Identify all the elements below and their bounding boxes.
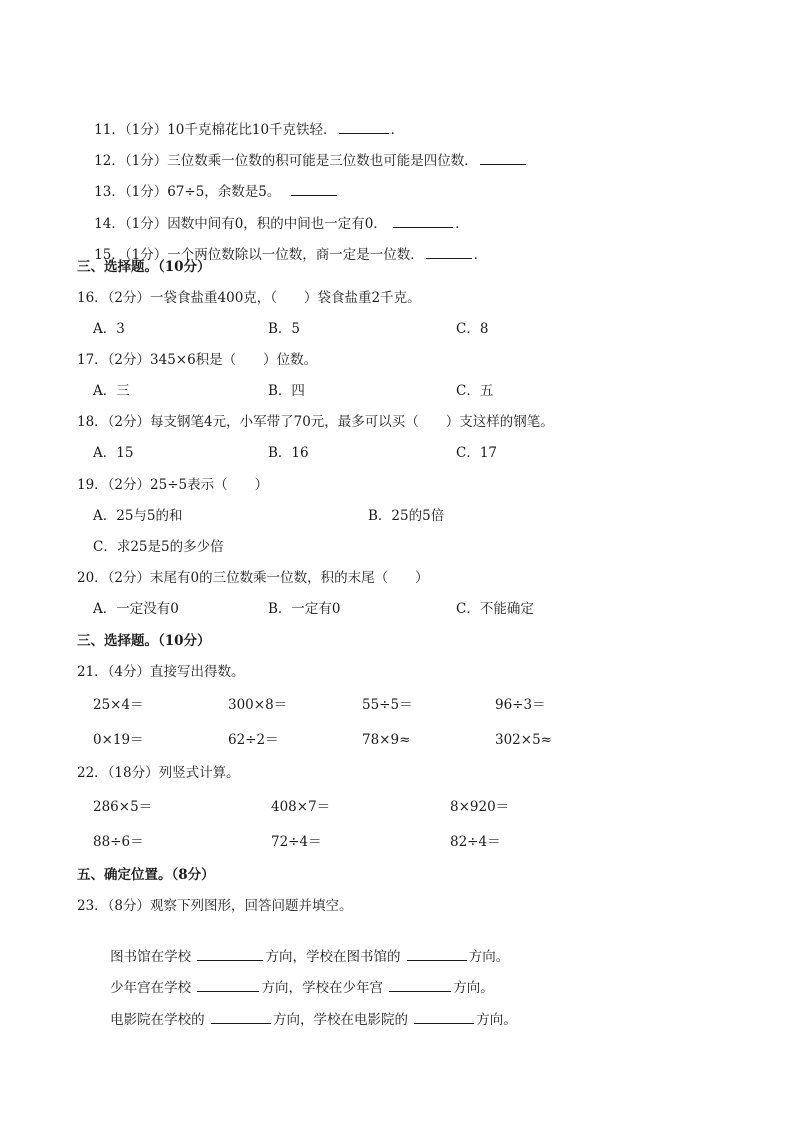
option-b[interactable]: B．一定有0 — [268, 601, 341, 617]
option-b[interactable]: B．5 — [268, 321, 301, 337]
option-b[interactable]: B．四 — [268, 383, 305, 399]
question-points: （1分） — [124, 216, 168, 232]
question-number: 11． — [94, 122, 125, 138]
option-b[interactable]: B．16 — [268, 445, 309, 461]
option-c[interactable]: C．17 — [456, 445, 498, 461]
calc-item: 8×920＝ — [450, 799, 510, 815]
question-16: 16．（2分）一袋食盐重400克，（ ）袋食盐重2千克。 — [77, 290, 421, 306]
fill-text: 方向。 — [476, 1012, 517, 1028]
calc-item: 0×19＝ — [93, 732, 144, 748]
answer-blank[interactable] — [211, 1010, 271, 1024]
fill-text: 方向。 — [468, 949, 510, 965]
option-c[interactable]: C．五 — [456, 383, 494, 399]
option-a[interactable]: A．一定没有0 — [93, 601, 179, 617]
fill-text: 图书馆在学校 — [110, 949, 192, 965]
calc-item: 55÷5＝ — [362, 697, 413, 713]
fill-text: 方向，学校在少年宫 — [261, 980, 383, 996]
answer-blank[interactable] — [426, 245, 472, 259]
option-c[interactable]: C．不能确定 — [456, 601, 534, 617]
question-20: 20．（2分）末尾有0的三位数乘一位数，积的末尾（ ） — [77, 570, 429, 586]
fill-text: 方向，学校在图书馆的 — [265, 949, 401, 965]
option-a[interactable]: A．25与5的和 — [93, 508, 183, 524]
answer-blank[interactable] — [414, 1010, 474, 1024]
calc-item: 408×7＝ — [271, 799, 331, 815]
fill-line-cinema — [93, 992, 517, 1047]
calc-item: 72÷4＝ — [271, 834, 322, 850]
calc-item: 88÷6＝ — [93, 834, 144, 850]
question-number: 14． — [94, 216, 125, 232]
calc-item: 25×4＝ — [93, 697, 144, 713]
answer-blank[interactable] — [393, 214, 453, 228]
question-suffix: ． — [390, 122, 405, 138]
option-c[interactable]: C．求25是5的多少倍 — [93, 539, 224, 555]
question-suffix: ． — [473, 247, 488, 263]
question-number: 15． — [94, 247, 125, 263]
question-number: 13． — [94, 184, 125, 200]
question-18: 18．（2分）每支钢笔4元，小军带了70元，最多可以买（ ）支这样的钢笔。 — [77, 414, 554, 430]
question-text: 10千克棉花比10千克铁轻． — [167, 122, 337, 138]
question-points: （1分） — [124, 184, 168, 200]
calc-item: 78×9≈ — [362, 732, 411, 748]
fill-text: 电影院在学校的 — [110, 1012, 205, 1028]
question-suffix: ． — [455, 216, 469, 232]
answer-blank[interactable] — [197, 978, 259, 992]
option-a[interactable]: A．三 — [93, 383, 130, 399]
question-points: （1分） — [124, 153, 168, 169]
calc-item: 96÷3＝ — [495, 697, 546, 713]
answer-blank[interactable] — [197, 947, 263, 961]
question-points: （1分） — [124, 247, 168, 263]
option-b[interactable]: B．25的5倍 — [368, 508, 445, 524]
answer-blank[interactable] — [407, 947, 467, 961]
question-points: （1分） — [124, 122, 168, 138]
answer-blank[interactable] — [389, 978, 451, 992]
fill-text: 方向。 — [453, 980, 494, 996]
answer-blank[interactable] — [480, 151, 526, 165]
question-text: 因数中间有0，积的中间也一定有0． — [167, 216, 387, 232]
question-number: 12． — [94, 153, 125, 169]
question-text: 一个两位数除以一位数，商一定是一位数． — [167, 247, 424, 263]
option-a[interactable]: A．15 — [93, 445, 134, 461]
answer-blank[interactable] — [339, 120, 389, 134]
answer-blank[interactable] — [291, 182, 337, 196]
calc-item: 286×5＝ — [93, 799, 153, 815]
calc-item: 302×5≈ — [495, 732, 552, 748]
question-text: 67÷5，余数是5。 — [167, 184, 281, 200]
section-heading-choice: 三、选择题。（10分） — [77, 259, 211, 275]
section-heading-calc: 三、选择题。（10分） — [77, 633, 211, 649]
option-c[interactable]: C．8 — [456, 321, 489, 337]
option-a[interactable]: A．3 — [93, 321, 125, 337]
calc-item: 62÷2＝ — [228, 732, 279, 748]
question-19: 19．（2分）25÷5表示（ ） — [77, 477, 269, 493]
question-text: 三位数乘一位数的积可能是三位数也可能是四位数． — [167, 153, 478, 169]
fill-text: 少年宫在学校 — [110, 980, 192, 996]
question-17: 17．（2分）345×6积是（ ）位数。 — [77, 352, 318, 368]
calc-item: 300×8＝ — [228, 697, 288, 713]
fill-text: 方向，学校在电影院的 — [272, 1012, 408, 1028]
calc-item: 82÷4＝ — [450, 834, 501, 850]
section-heading-position: 五、确定位置。（8分） — [77, 867, 215, 883]
question-22: 22．（18分）列竖式计算。 — [77, 765, 240, 781]
question-23: 23．（8分）观察下列图形，回答问题并填空。 — [77, 898, 353, 914]
question-21: 21．（4分）直接写出得数。 — [77, 664, 245, 680]
